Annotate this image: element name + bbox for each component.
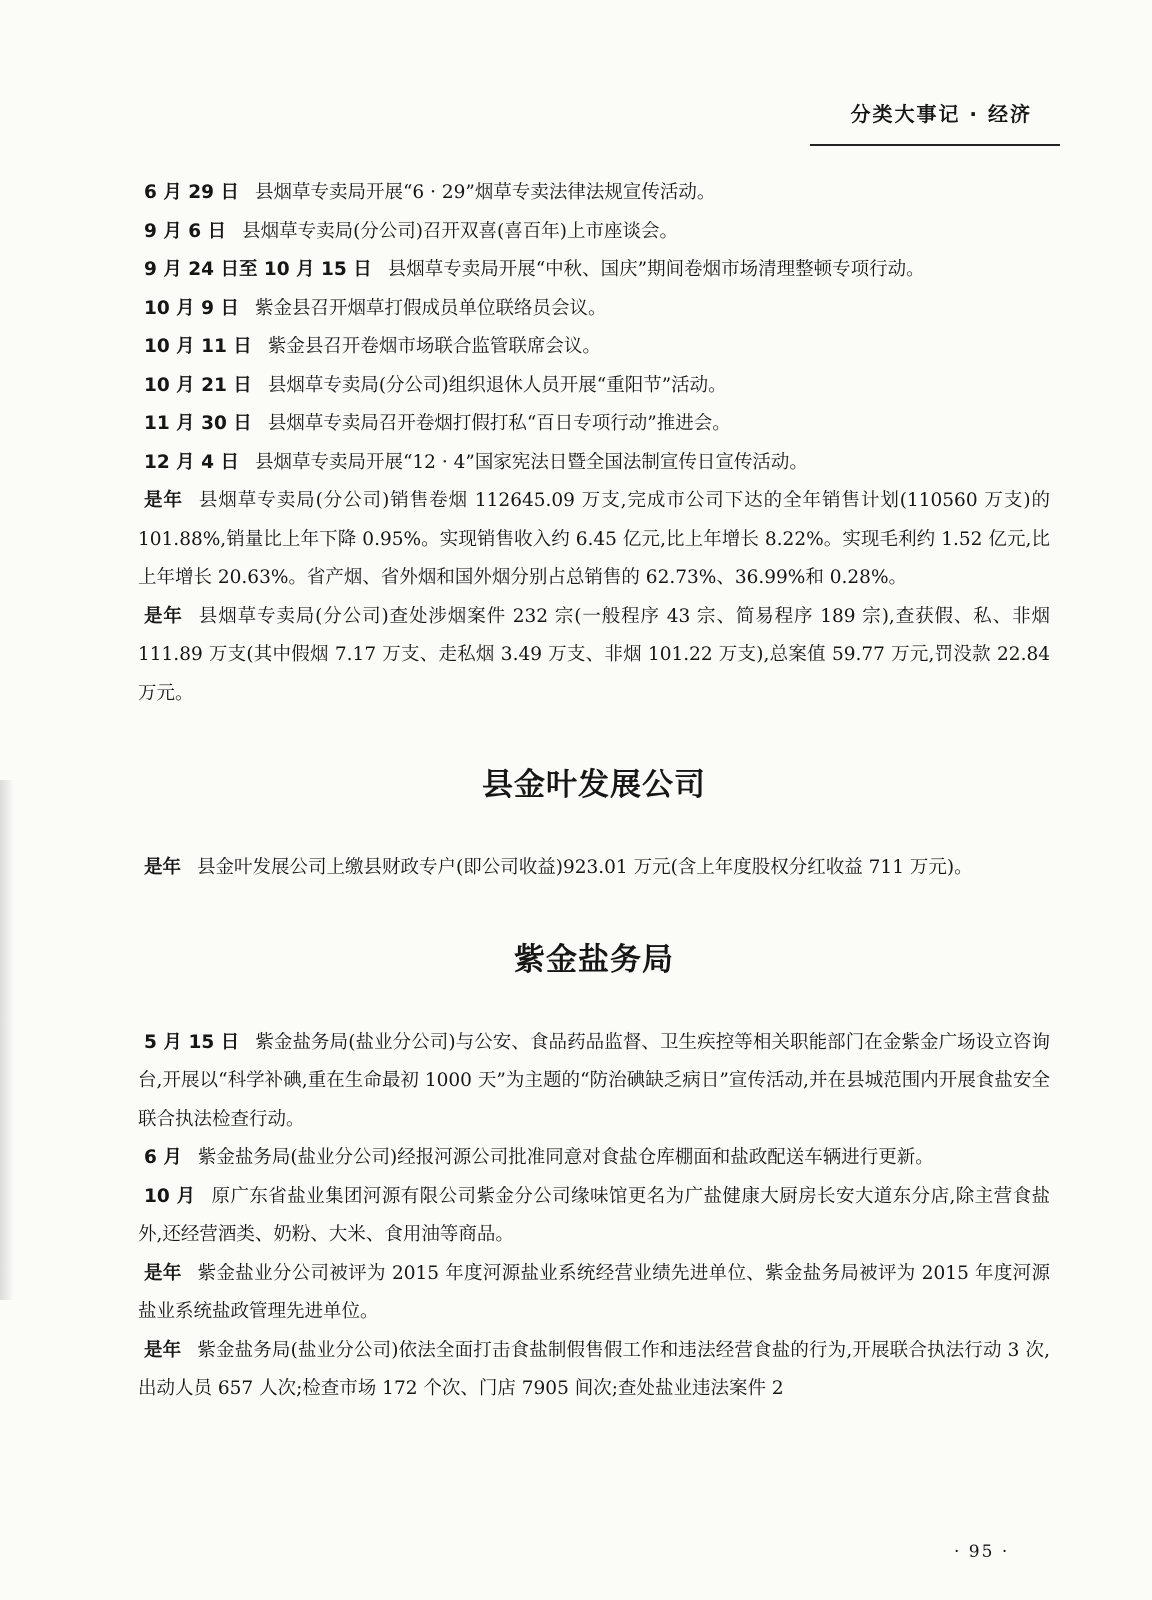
entry [138, 444, 1050, 483]
entry [138, 213, 1050, 252]
entry-date: 9 月 6 日 [144, 220, 227, 242]
entry-text: 紫金盐务局(盐业分公司)经报河源公司批准同意对食盐仓库棚面和盐政配送车辆进行更新。 [197, 1147, 934, 1168]
entry [138, 174, 1050, 213]
entry-text: 县烟草专卖局开展“6 · 29”烟草专卖法律法规宣传活动。 [254, 182, 716, 203]
salt-section [138, 1024, 1050, 1409]
entry [138, 328, 1050, 367]
entry-date: 12 月 4 日 [144, 451, 239, 473]
entry-text: 县烟草专卖局(分公司)组织退休人员开展“重阳节”活动。 [267, 374, 727, 396]
entry-text: 县烟草专卖局开展“中秋、国庆”期间卷烟市场清理整顿专项行动。 [387, 259, 925, 280]
running-head: 分类大事记 · 经济 [850, 102, 1032, 126]
entry-date: 是年 [144, 857, 182, 878]
page-body [138, 174, 1050, 1409]
page-number: · 95 · [954, 1542, 1010, 1562]
entry-text: 县烟草专卖局(分公司)召开双喜(喜百年)上市座谈会。 [242, 220, 678, 242]
entry [138, 598, 1050, 714]
entry [138, 405, 1050, 444]
entry-date: 5 月 15 日 [144, 1031, 240, 1053]
entry [138, 1332, 1050, 1409]
entry-text: 紫金县召开卷烟市场联合监管联席会议。 [267, 336, 601, 357]
entry-date: 10 月 21 日 [144, 374, 252, 396]
entry-text: 紫金县召开烟草打假成员单位联络员会议。 [254, 297, 607, 319]
entry [138, 367, 1050, 406]
entry [138, 1255, 1050, 1332]
entry [138, 849, 1050, 888]
entry-text: 县烟草专卖局召开卷烟打假打私“百日专项行动”推进会。 [267, 413, 731, 434]
entry-date: 是年 [144, 490, 183, 511]
header-rule [810, 144, 1060, 146]
entry-text: 县烟草专卖局开展“12 · 4”国家宪法日暨全国法制宣传日宣传活动。 [254, 451, 808, 473]
tobacco-section [138, 174, 1050, 713]
jinye-section [138, 849, 1050, 888]
entry-date: 是年 [144, 1339, 182, 1361]
entry-text: 县烟草专卖局(分公司)销售卷烟 112645.09 万支,完成市公司下达的全年销售计划(110560 万支)的 101.88%,销量比上年下降 0.95%。实现销售收入约 6.45 亿元,比上年增长 8.22%。实现毛利约 1.52 亿元,比上年增长 20.63%。省产烟、省外烟和国外烟分别占总销售的 62.73%、36.99%和 0.28%。 [138, 490, 1050, 588]
entry [138, 290, 1050, 329]
entry-date: 10 月 [144, 1185, 196, 1207]
entry-date: 11 月 30 日 [144, 413, 252, 434]
entry-date: 是年 [144, 1262, 182, 1284]
entry-date: 是年 [144, 605, 183, 627]
entry [138, 1139, 1050, 1178]
entry [138, 1178, 1050, 1255]
entry-date: 10 月 9 日 [144, 297, 239, 319]
entry [138, 251, 1050, 290]
entry-text: 紫金盐务局(盐业分公司)依法全面打击食盐制假售假工作和违法经营食盐的行为,开展联合执法行动 3 次,出动人员 657 人次;检查市场 172 个次、门店 7905 间次;查处盐业违法案件 2 [138, 1339, 1050, 1399]
entry-date: 10 月 11 日 [144, 336, 252, 357]
entry [138, 1024, 1050, 1140]
scan-edge-shadow [0, 780, 14, 1300]
entry [138, 482, 1050, 598]
entry-text: 紫金盐业分公司被评为 2015 年度河源盐业系统经营业绩先进单位、紫金盐务局被评为 2015 年度河源盐业系统盐政管理先进单位。 [138, 1262, 1050, 1322]
section-title-jinye: 县金叶发展公司 [482, 767, 706, 803]
entry-text: 原广东省盐业集团河源有限公司紫金分公司缘味馆更名为广盐健康大厨房长安大道东分店,除主营食盐外,还经营酒类、奶粉、大米、食用油等商品。 [138, 1185, 1050, 1245]
entry-text: 县烟草专卖局(分公司)查处涉烟案件 232 宗(一般程序 43 宗、简易程序 189 宗),查获假、私、非烟 111.89 万支(其中假烟 7.17 万支、走私烟 3.49 万支、非烟 101.22 万支),总案值 59.77 万元,罚没款 22.84 万元。 [138, 605, 1050, 704]
entry-date: 9 月 24 日至 10 月 15 日 [144, 259, 372, 280]
entry-text: 紫金盐务局(盐业分公司)与公安、食品药品监督、卫生疾控等相关职能部门在金紫金广场设立咨询台,开展以“科学补碘,重在生命最初 1000 天”为主题的“防治碘缺乏病日”宣传活动,并在县城范围内开展食盐安全联合执法检查行动。 [138, 1031, 1050, 1130]
entry-text: 县金叶发展公司上缴县财政专户(即公司收益)923.01 万元(含上年度股权分红收益 711 万元)。 [197, 857, 973, 878]
entry-date: 6 月 29 日 [144, 182, 239, 203]
section-title-salt: 紫金盐务局 [514, 941, 674, 978]
entry-date: 6 月 [144, 1147, 182, 1168]
